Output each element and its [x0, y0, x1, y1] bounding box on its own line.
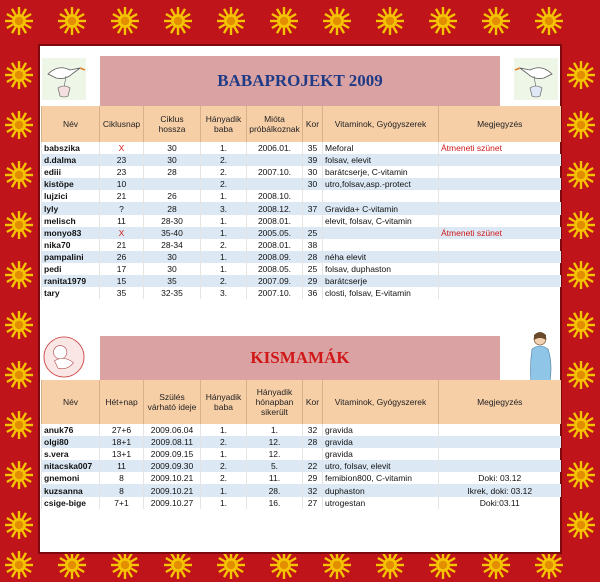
table-cell: 2008.01. — [247, 215, 303, 227]
table-row — [42, 166, 561, 178]
table-cell: 13+1 — [100, 448, 144, 460]
table-cell: 2009.10.27 — [144, 497, 201, 509]
name-cell: gnemoni — [42, 472, 100, 484]
column-header: Megjegyzés — [439, 380, 561, 424]
sun-icon — [481, 550, 511, 580]
sun-icon — [110, 550, 140, 580]
table-cell — [439, 166, 561, 178]
table-cell: 2009.10.21 — [144, 472, 201, 484]
table-cell: closti, folsav, E-vitamin — [323, 287, 439, 299]
table-cell: 30 — [303, 178, 323, 190]
table-cell — [439, 202, 561, 214]
sun-icon — [57, 550, 87, 580]
table-cell: 32-35 — [144, 287, 201, 299]
table-cell — [144, 178, 201, 190]
table-cell: ? — [100, 202, 144, 214]
sun-icon — [216, 550, 246, 580]
table-cell: néha elevit — [323, 251, 439, 263]
table-cell: Meforal — [323, 142, 439, 154]
table-cell — [439, 287, 561, 299]
table-cell — [439, 154, 561, 166]
table-cell: 2. — [201, 154, 247, 166]
table-cell: 29 — [303, 472, 323, 484]
column-header: Hányadik hónapban sikerült — [247, 380, 303, 424]
table-cell: 35 — [100, 287, 144, 299]
table-cell — [439, 424, 561, 436]
table-cell: 23 — [100, 154, 144, 166]
table-cell: 1. — [201, 497, 247, 509]
table-cell: Átmeneti szünet — [439, 227, 561, 239]
sun-icon — [566, 110, 596, 140]
table-cell: 28 — [303, 436, 323, 448]
table-cell: gravida — [323, 424, 439, 436]
sun-icon — [4, 260, 34, 290]
table-cell: 1. — [201, 227, 247, 239]
column-header: Szülés várható ideje — [144, 380, 201, 424]
sun-icon — [4, 550, 34, 580]
table-cell: 1. — [201, 263, 247, 275]
table-cell: 30 — [144, 142, 201, 154]
table-row — [42, 154, 561, 166]
name-cell: csige-bige — [42, 497, 100, 509]
table-cell: 11 — [100, 215, 144, 227]
name-cell: lyly — [42, 202, 100, 214]
table-cell: elevit, folsav, C-vitamin — [323, 215, 439, 227]
table-cell: 2. — [201, 460, 247, 472]
table-cell: 12. — [247, 448, 303, 460]
table-cell: 1. — [247, 424, 303, 436]
column-header: Hányadik baba — [201, 380, 247, 424]
column-header: Hányadik baba — [201, 106, 247, 142]
sun-icon — [566, 210, 596, 240]
table-cell — [323, 239, 439, 251]
table-cell — [439, 215, 561, 227]
table-row — [42, 472, 561, 484]
sun-icon — [566, 60, 596, 90]
name-cell: olgi80 — [42, 436, 100, 448]
table-cell: gravida — [323, 436, 439, 448]
table-cell: 2008.01. — [247, 239, 303, 251]
table-cell — [303, 190, 323, 202]
table-cell: 29 — [303, 275, 323, 287]
table-cell: duphaston — [323, 484, 439, 496]
table-cell: 2009.09.15 — [144, 448, 201, 460]
table-cell: 2. — [201, 472, 247, 484]
sun-icon — [428, 6, 458, 36]
table-row — [42, 263, 561, 275]
table-cell: utro, folsav, elevit — [323, 460, 439, 472]
table-row — [42, 275, 561, 287]
name-cell: nitacska007 — [42, 460, 100, 472]
name-cell: anuk76 — [42, 424, 100, 436]
table-cell: 1. — [201, 190, 247, 202]
table-cell: 39 — [303, 154, 323, 166]
table-row — [42, 239, 561, 251]
table-cell: 3. — [201, 202, 247, 214]
table-cell: 2007.09. — [247, 275, 303, 287]
table-cell: 1. — [201, 215, 247, 227]
table-cell: 3. — [201, 287, 247, 299]
table-cell — [439, 448, 561, 460]
table-cell: Doki:03.11 — [439, 497, 561, 509]
table-cell: 2006.01. — [247, 142, 303, 154]
table-cell: 37 — [303, 202, 323, 214]
table-cell: 1. — [201, 251, 247, 263]
column-header: Név — [42, 380, 100, 424]
name-cell: ranita1979 — [42, 275, 100, 287]
table-cell: 2008.05. — [247, 263, 303, 275]
sun-icon — [4, 310, 34, 340]
table-row — [42, 142, 561, 154]
sun-icon — [428, 550, 458, 580]
sun-icon — [4, 410, 34, 440]
table-cell: 21 — [100, 239, 144, 251]
table-row — [42, 190, 561, 202]
table-cell: 35-40 — [144, 227, 201, 239]
table-cell: 35 — [144, 275, 201, 287]
table-cell: 18+1 — [100, 436, 144, 448]
name-cell: babszika — [42, 142, 100, 154]
sun-icon — [375, 6, 405, 36]
column-header: Kor — [303, 106, 323, 142]
table-cell: 30 — [144, 263, 201, 275]
table-cell: 28 — [303, 251, 323, 263]
table-cell: 28 — [144, 202, 201, 214]
table-cell — [439, 460, 561, 472]
table-cell: 2. — [201, 166, 247, 178]
table-cell: 27 — [303, 497, 323, 509]
table-cell: 16. — [247, 497, 303, 509]
name-cell: melisch — [42, 215, 100, 227]
table-cell: 11 — [100, 460, 144, 472]
name-cell: ediii — [42, 166, 100, 178]
kismamak-table — [41, 380, 561, 509]
table-cell: 7+1 — [100, 497, 144, 509]
sun-icon — [163, 550, 193, 580]
sun-icon — [481, 6, 511, 36]
sun-icon — [4, 60, 34, 90]
sun-icon — [534, 550, 564, 580]
column-header: Vitaminok, Gyógyszerek — [323, 106, 439, 142]
table-cell: 2. — [201, 178, 247, 190]
baby-icon — [42, 336, 86, 378]
table-cell — [323, 190, 439, 202]
column-header: Vitaminok, Gyógyszerek — [323, 380, 439, 424]
table-cell: 2009.06.04 — [144, 424, 201, 436]
name-cell: kistöpe — [42, 178, 100, 190]
table-cell: 2009.09.30 — [144, 460, 201, 472]
table-cell — [303, 448, 323, 460]
table-cell: 26 — [100, 251, 144, 263]
table-cell: 28-34 — [144, 239, 201, 251]
sun-icon — [4, 110, 34, 140]
table-cell: femibion800, C-vitamin — [323, 472, 439, 484]
babaprojekt-table — [41, 106, 561, 299]
title-banner — [100, 56, 500, 106]
sun-icon — [566, 160, 596, 190]
table-cell: 2. — [201, 436, 247, 448]
table-cell: 12. — [247, 436, 303, 448]
sun-icon — [322, 6, 352, 36]
table-cell: 22 — [303, 460, 323, 472]
table-cell: 10 — [100, 178, 144, 190]
name-cell: d.dalma — [42, 154, 100, 166]
sun-icon — [566, 260, 596, 290]
table-cell: 30 — [144, 154, 201, 166]
column-header: Ciklusnap — [100, 106, 144, 142]
table-row — [42, 178, 561, 190]
table-cell: 8 — [100, 484, 144, 496]
sun-icon — [110, 6, 140, 36]
sun-icon — [269, 550, 299, 580]
table-row — [42, 436, 561, 448]
table-cell: 27+6 — [100, 424, 144, 436]
table-cell: 38 — [303, 239, 323, 251]
sun-icon — [566, 510, 596, 540]
table-cell: 36 — [303, 287, 323, 299]
section-title: KISMAMÁK — [250, 348, 350, 367]
column-header: Megjegyzés — [439, 106, 561, 142]
page-content — [38, 44, 562, 554]
sun-icon — [4, 210, 34, 240]
table-cell: 35 — [303, 142, 323, 154]
table-cell: folsav, elevit — [323, 154, 439, 166]
table-cell — [439, 436, 561, 448]
table-cell: 25 — [303, 227, 323, 239]
sun-icon — [4, 160, 34, 190]
table-row — [42, 448, 561, 460]
table-cell — [303, 215, 323, 227]
sun-icon — [4, 360, 34, 390]
table-cell: 32 — [303, 484, 323, 496]
table-cell: 30 — [303, 166, 323, 178]
table-cell: X — [100, 227, 144, 239]
name-cell: kuzsanna — [42, 484, 100, 496]
table-cell: 1. — [201, 424, 247, 436]
sun-icon — [163, 6, 193, 36]
sun-icon — [566, 460, 596, 490]
table-cell: Ikrek, doki: 03.12 — [439, 484, 561, 496]
table-cell: 26 — [144, 190, 201, 202]
name-cell: tary — [42, 287, 100, 299]
name-cell: nika70 — [42, 239, 100, 251]
table-cell: 32 — [303, 424, 323, 436]
table-cell: 2009.08.11 — [144, 436, 201, 448]
title-banner — [100, 336, 500, 380]
table-cell: 17 — [100, 263, 144, 275]
column-header: Mióta próbálkoznak — [247, 106, 303, 142]
table-cell: 2. — [201, 275, 247, 287]
table-cell: 21 — [100, 190, 144, 202]
sun-icon — [4, 6, 34, 36]
name-cell: lujzici — [42, 190, 100, 202]
column-header: Név — [42, 106, 100, 142]
table-cell: 15 — [100, 275, 144, 287]
sun-icon — [566, 310, 596, 340]
table-cell: 2009.10.21 — [144, 484, 201, 496]
column-header: Kor — [303, 380, 323, 424]
table-cell: 2008.09. — [247, 251, 303, 263]
stork-icon — [42, 58, 86, 100]
table-cell: 1. — [201, 448, 247, 460]
sun-icon — [375, 550, 405, 580]
table-row — [42, 484, 561, 496]
sun-icon — [57, 6, 87, 36]
table-row — [42, 424, 561, 436]
sun-icon — [566, 360, 596, 390]
name-cell: monyo83 — [42, 227, 100, 239]
sun-icon — [566, 410, 596, 440]
table-cell: 28-30 — [144, 215, 201, 227]
table-cell: 2008.12. — [247, 202, 303, 214]
table-cell: gravida — [323, 448, 439, 460]
sun-icon — [269, 6, 299, 36]
table-row — [42, 287, 561, 299]
table-row — [42, 202, 561, 214]
table-cell: 2005.05. — [247, 227, 303, 239]
table-cell: 5. — [247, 460, 303, 472]
table-cell — [439, 190, 561, 202]
table-cell: 23 — [100, 166, 144, 178]
column-header: Hét+nap — [100, 380, 144, 424]
table-cell: Gravida+ C-vitamin — [323, 202, 439, 214]
table-cell: 2007.10. — [247, 287, 303, 299]
table-cell: utrogestan — [323, 497, 439, 509]
table-cell: 25 — [303, 263, 323, 275]
sun-icon — [4, 510, 34, 540]
table-cell: 2. — [201, 239, 247, 251]
table-cell: 2007.10. — [247, 166, 303, 178]
table-cell — [439, 263, 561, 275]
table-header-row — [42, 106, 561, 142]
table-row — [42, 460, 561, 472]
table-cell: barátcserje, C-vitamin — [323, 166, 439, 178]
column-header: Ciklus hossza — [144, 106, 201, 142]
table-cell: 30 — [144, 251, 201, 263]
page-title: BABAPROJEKT 2009 — [217, 71, 383, 90]
table-row — [42, 215, 561, 227]
table-cell — [439, 275, 561, 287]
table-cell: 28. — [247, 484, 303, 496]
table-cell — [439, 251, 561, 263]
name-cell: s.vera — [42, 448, 100, 460]
sun-icon — [534, 6, 564, 36]
table-row — [42, 251, 561, 263]
sun-icon — [4, 460, 34, 490]
table-cell: 2008.10. — [247, 190, 303, 202]
sun-icon — [322, 550, 352, 580]
table-cell — [439, 178, 561, 190]
sun-icon — [216, 6, 246, 36]
table-cell — [323, 227, 439, 239]
name-cell: pampalini — [42, 251, 100, 263]
table-cell: 28 — [144, 166, 201, 178]
table-cell: utro,folsav,asp.-protect — [323, 178, 439, 190]
table-cell: Doki: 03.12 — [439, 472, 561, 484]
table-cell: Átmeneti szünet — [439, 142, 561, 154]
table-cell: 8 — [100, 472, 144, 484]
table-cell — [439, 239, 561, 251]
table-cell: 1. — [201, 484, 247, 496]
table-cell: 11. — [247, 472, 303, 484]
table-cell: 1. — [201, 142, 247, 154]
table-row — [42, 227, 561, 239]
name-cell: pedi — [42, 263, 100, 275]
table-header-row — [42, 380, 561, 424]
table-cell — [247, 154, 303, 166]
table-cell: barátcserje — [323, 275, 439, 287]
table-cell: folsav, duphaston — [323, 263, 439, 275]
table-cell — [247, 178, 303, 190]
table-cell: X — [100, 142, 144, 154]
table-row — [42, 497, 561, 509]
stork-icon — [514, 58, 558, 100]
